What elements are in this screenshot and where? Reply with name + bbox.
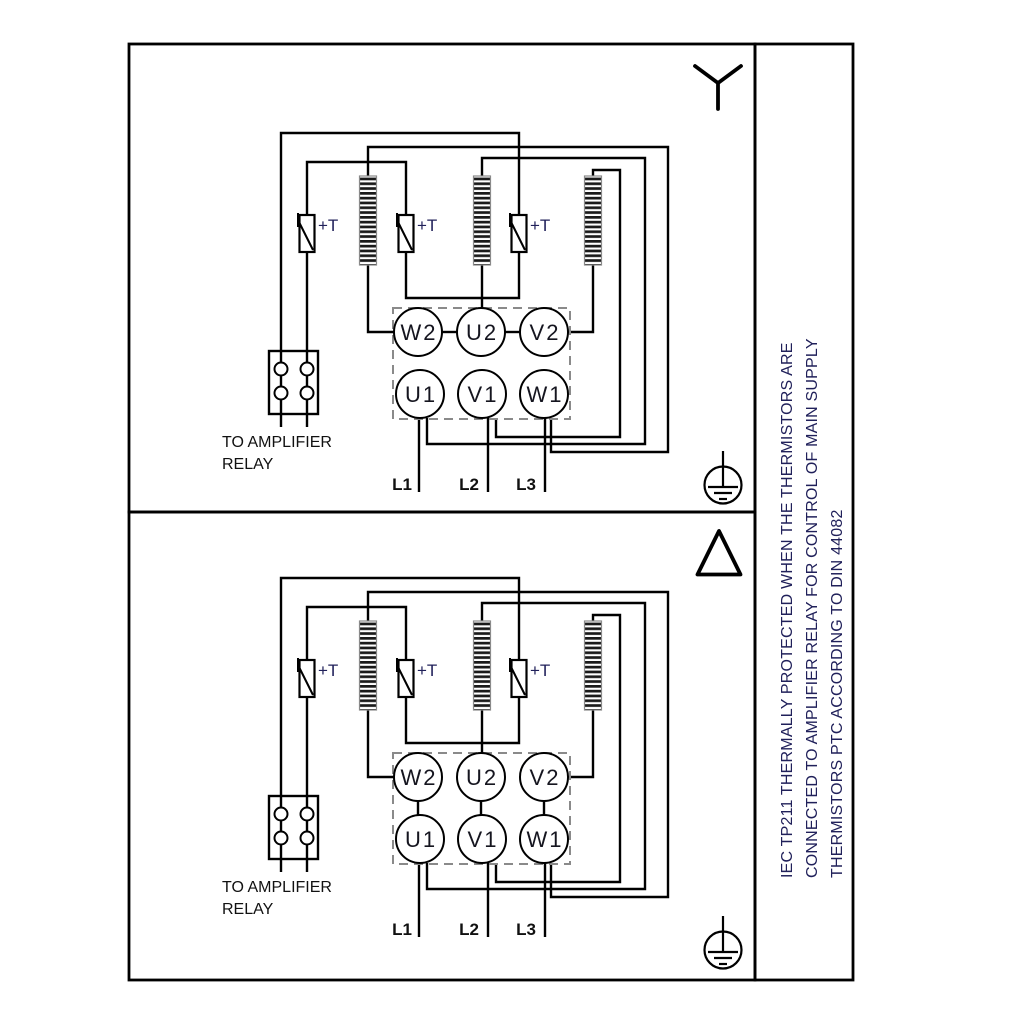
- terminal-w1: [520, 370, 568, 418]
- thermistor-3-label: +T: [530, 216, 551, 235]
- side-note-line-2: CONNECTED TO AMPLIFIER RELAY FOR CONTROL OF MAIN SUPPLY: [804, 338, 821, 878]
- amplifier-relay-connector: [222, 796, 332, 918]
- terminal-v2-label: V2: [529, 765, 561, 790]
- supply-label-l1: L1: [392, 920, 412, 939]
- supply-label-l1: L1: [392, 475, 412, 494]
- delta-panel: [222, 578, 668, 939]
- thermistor-2-label: +T: [417, 216, 438, 235]
- relay-caption-line1: TO AMPLIFIER: [222, 879, 332, 896]
- terminal-u2: [457, 753, 505, 801]
- winding-coil-3: [585, 621, 602, 710]
- terminal-w1-label: W1: [526, 382, 564, 407]
- amplifier-relay-connector: [222, 351, 332, 473]
- thermistor-3: [510, 658, 550, 697]
- relay-pin: [275, 363, 288, 376]
- relay-caption-line2: RELAY: [222, 456, 274, 473]
- delta-triangle-icon: [698, 531, 741, 575]
- winding-coil-3: [585, 176, 602, 265]
- thermistor-3-label: +T: [530, 661, 551, 680]
- relay-pin: [275, 832, 288, 845]
- relay-connector-box: [269, 796, 318, 859]
- wire-thermistor1-thermistor2-link: [307, 607, 406, 660]
- supply-label-l2: L2: [459, 920, 479, 939]
- winding-coil-2: [474, 176, 491, 265]
- side-note: [775, 338, 850, 878]
- side-note-line-1: IEC TP211 THERMALLY PROTECTED WHEN THE THERMISTORS ARE: [779, 342, 796, 878]
- supply-label-l3: L3: [516, 920, 536, 939]
- terminal-u1-label: U1: [404, 382, 438, 407]
- terminal-w1-label: W1: [526, 827, 564, 852]
- terminal-v1: [458, 815, 506, 863]
- earth-ground-icon: [705, 916, 742, 969]
- terminal-w2: [394, 308, 442, 356]
- terminal-v2: [520, 753, 568, 801]
- supply-label-l2: L2: [459, 475, 479, 494]
- terminal-u2: [457, 308, 505, 356]
- relay-caption-line1: TO AMPLIFIER: [222, 434, 332, 451]
- relay-pin: [301, 808, 314, 821]
- earth-ground-icon: [705, 451, 742, 504]
- relay-pin: [301, 363, 314, 376]
- thermistor-2: [397, 213, 437, 252]
- terminal-v2: [520, 308, 568, 356]
- wire-thermistor1-thermistor2-link: [307, 162, 406, 215]
- terminal-w2-label: W2: [400, 765, 438, 790]
- wire-winding1-to-w2: [368, 265, 394, 332]
- supply-line-labels: [392, 920, 536, 939]
- thermistor-2-label: +T: [417, 661, 438, 680]
- wire-winding1-to-w2: [368, 710, 394, 777]
- terminal-u2-label: U2: [465, 765, 499, 790]
- wire-winding3-to-v2: [568, 265, 593, 332]
- thermistor-2: [397, 658, 437, 697]
- star-panel: [222, 133, 668, 494]
- winding-coil-2: [474, 621, 491, 710]
- terminal-u1: [396, 370, 444, 418]
- relay-connector-box: [269, 351, 318, 414]
- terminal-v1-label: V1: [467, 382, 499, 407]
- thermistor-1-label: +T: [318, 661, 339, 680]
- terminal-w2-label: W2: [400, 320, 438, 345]
- terminal-w1: [520, 815, 568, 863]
- relay-pin: [301, 832, 314, 845]
- terminal-v1-label: V1: [467, 827, 499, 852]
- relay-pin: [275, 387, 288, 400]
- terminal-w2: [394, 753, 442, 801]
- terminal-u2-label: U2: [465, 320, 499, 345]
- thermistor-1: [298, 213, 338, 252]
- star-panel-windings: [360, 176, 602, 265]
- star-y-icon: [695, 66, 741, 109]
- thermistor-1: [298, 658, 338, 697]
- wire-winding3-to-v2: [568, 710, 593, 777]
- supply-line-labels: [392, 475, 536, 494]
- thermistor-3: [510, 213, 550, 252]
- terminal-u1-label: U1: [404, 827, 438, 852]
- terminal-v1: [458, 370, 506, 418]
- delta-panel-windings: [360, 621, 602, 710]
- winding-coil-1: [360, 176, 377, 265]
- relay-pin: [301, 387, 314, 400]
- thermistor-1-label: +T: [318, 216, 339, 235]
- supply-label-l3: L3: [516, 475, 536, 494]
- relay-caption-line2: RELAY: [222, 901, 274, 918]
- terminal-u1: [396, 815, 444, 863]
- terminal-v2-label: V2: [529, 320, 561, 345]
- wire-thermistor2-thermistor3-link: [406, 252, 519, 298]
- wire-thermistor2-thermistor3-link: [406, 697, 519, 743]
- side-note-line-3: THERMISTORS PTC ACCORDING TO DIN 44082: [829, 509, 846, 878]
- winding-coil-1: [360, 621, 377, 710]
- relay-pin: [275, 808, 288, 821]
